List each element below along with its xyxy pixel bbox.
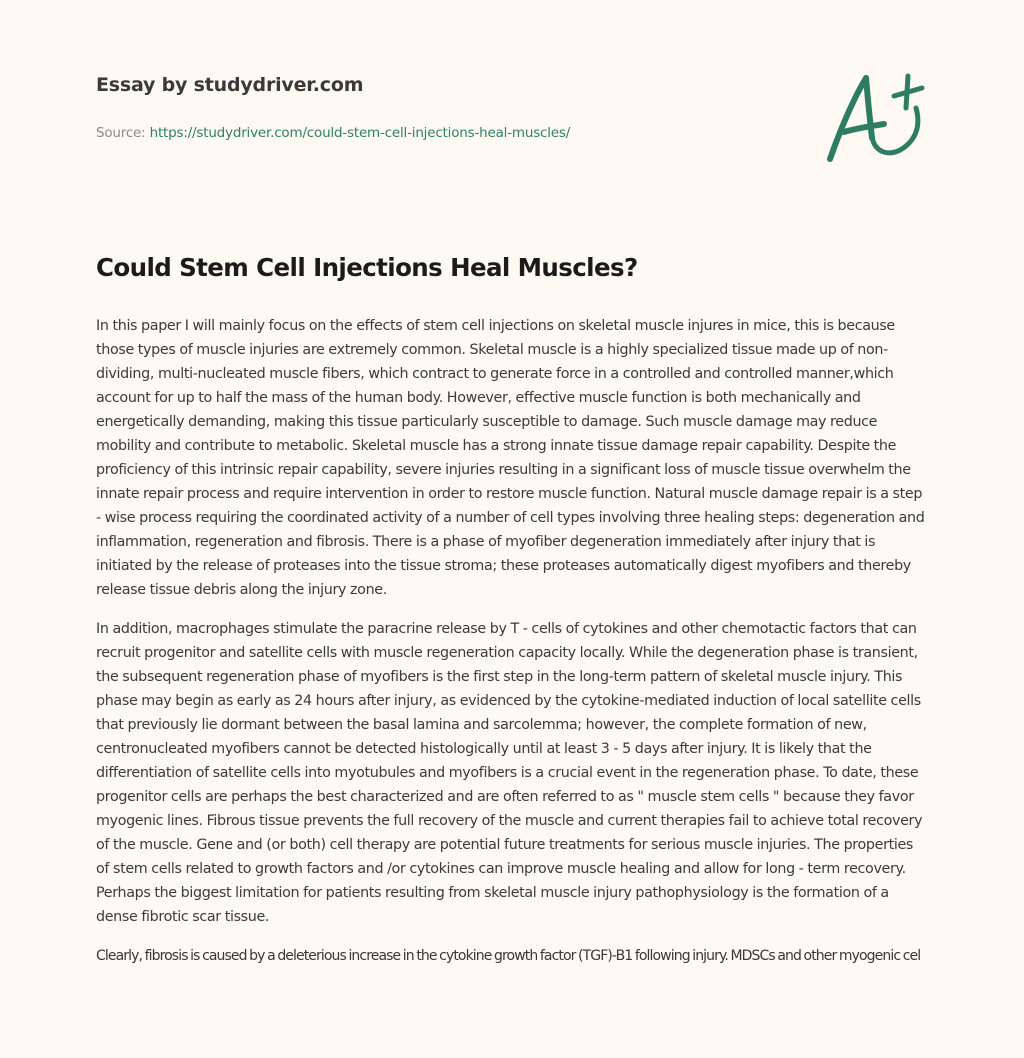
a-plus-grade-icon (822, 66, 932, 166)
article-paragraph: In this paper I will mainly focus on the effects of stem cell injections on skeletal muscle injures in mice, this is because those types of muscle injuries are extremely common. Skeletal muscle is a highly specialized tissue made up of non-dividing, multi-nucleated muscle fibers, which contract to generate force in a controlled and controlled manner,which account for up to half the mass of the human body. However, effective muscle function is both mechanically and energetically demanding, making this tissue particularly susceptible to damage. Such muscle damage may reduce mobility and contribute to metabolic. Skeletal muscle has a strong innate tissue damage repair capability. Despite the proficiency of this intrinsic repair capability, severe injuries resulting in a significant loss of muscle tissue overwhelm the innate repair process and require intervention in order to restore muscle function. Natural muscle damage repair is a step - wise process requiring the coordinated activity of a number of cell types involving three healing steps: degeneration and inflammation, regeneration and fibrosis. There is a phase of myofiber degeneration immediately after injury that is initiated by the release of proteases into the tissue stroma; these proteases automatically digest myofibers and thereby release tissue debris along the injury zone. (96, 318, 925, 598)
article-paragraph: In addition, macrophages stimulate the paracrine release by T - cells of cytokines and other chemotactic factors that can recruit progenitor and satellite cells with muscle regeneration capacity locally. While the degeneration phase is transient, the subsequent regeneration phase of myofibers is the first step in the long-term pattern of skeletal muscle injury. This phase may begin as early as 24 hours after injury, as evidenced by the cytokine-mediated induction of local satellite cells that previously lie dormant between the basal lamina and sarcolemma; however, the complete formation of new, centronucleated myofibers cannot be detected histologically until at least 3 - 5 days after injury. It is likely that the differentiation of satellite cells into myotubules and myofibers is a crucial event in the regeneration phase. To date, these progenitor cells are perhaps the best characterized and are often referred to as " muscle stem cells " because they favor myogenic lines. Fibrous tissue prevents the full recovery of the muscle and current therapies fail to achieve total recovery of the muscle. Gene and (or both) cell therapy are potential future treatments for serious muscle injuries. The properties of stem cells related to growth factors and /or cytokines can improve muscle healing and allow for long - term recovery. Perhaps the biggest limitation for patients resulting from skeletal muscle injury pathophysiology is the formation of a dense fibrotic scar tissue. (96, 621, 923, 925)
article-body (96, 314, 928, 983)
source-link[interactable]: https://studydriver.com/could-stem-cell-injections-heal-muscles/ (149, 125, 571, 141)
source-line (96, 125, 926, 141)
source-label: Source: (96, 125, 146, 141)
article-paragraph-truncated: Clearly, fibrosis is caused by a deleterious increase in the cytokine growth factor (TGF)-B1 following injury. MDSCs and other myogenic cel (96, 948, 921, 964)
page-header (96, 74, 926, 141)
article-title: Could Stem Cell Injections Heal Muscles? (96, 253, 638, 282)
site-title: Essay by studydriver.com (96, 74, 364, 96)
